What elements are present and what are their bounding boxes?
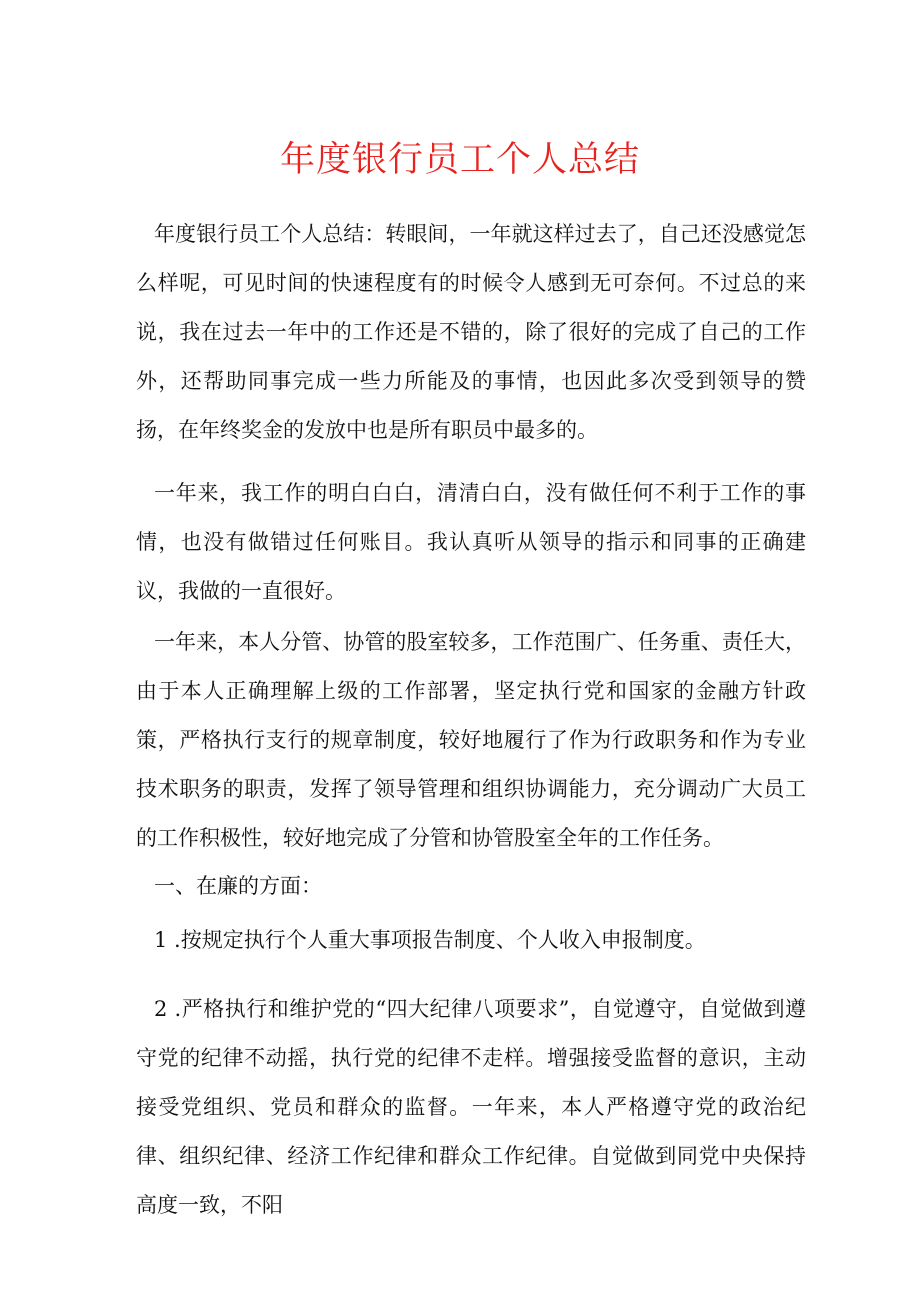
- paragraph-management: [136, 618, 806, 863]
- document-title: 年度银行员工个人总结: [279, 140, 640, 180]
- paragraph-text: 一年来，我工作的明白白白，清清白白，没有做任何不利于工作的事情，也没有做错过任何账目。我认真听从领导的指示和同事的正确建议，我做的一直很好。: [136, 481, 806, 603]
- section-heading-integrity: [136, 862, 806, 911]
- paragraph-text: 年度银行员工个人总结：转眼间，一年就这样过去了，自己还没感觉怎么样呢，可见时间的快速程度有的时候令人感到无可奈何。不过总的来说，我在过去一年中的工作还是不错的，除了很好的完成了自己的工作外，还帮助同事完成一些力所能及的事情，也因此多次受到领导的赞扬，在年终奖金的发放中也是所有职员中最多的。: [136, 222, 806, 442]
- paragraph-intro: [136, 210, 806, 455]
- list-item-text: 1 .按规定执行个人重大事项报告制度、个人收入申报制度。: [154, 928, 706, 952]
- list-item-text: 2 .严格执行和维护党的“四大纪律八项要求”，自觉遵守，自觉做到遵守党的纪律不动摇，执行党的纪律不走样。增强接受监督的意识，主动接受党组织、党员和群众的监督。一年来，本人严格遵守党的政治纪律、组织纪律、经济工作纪律和群众工作纪律。自觉做到同党中央保持高度一致，不阳: [136, 997, 806, 1217]
- section-heading-text: 一、在廉的方面：: [154, 874, 322, 898]
- paragraph-work-attitude: [136, 469, 806, 616]
- list-item-2: [136, 985, 806, 1230]
- paragraph-text: 一年来，本人分管、协管的股室较多，工作范围广、任务重、责任大，由于本人正确理解上级的工作部署，坚定执行党和国家的金融方针政策，严格执行支行的规章制度，较好地履行了作为行政职务和作为专业技术职务的职责，发挥了领导管理和组织协调能力，充分调动广大员工的工作积极性，较好地完成了分管和协管股室全年的工作任务。: [136, 630, 806, 850]
- list-item-1: [136, 916, 806, 965]
